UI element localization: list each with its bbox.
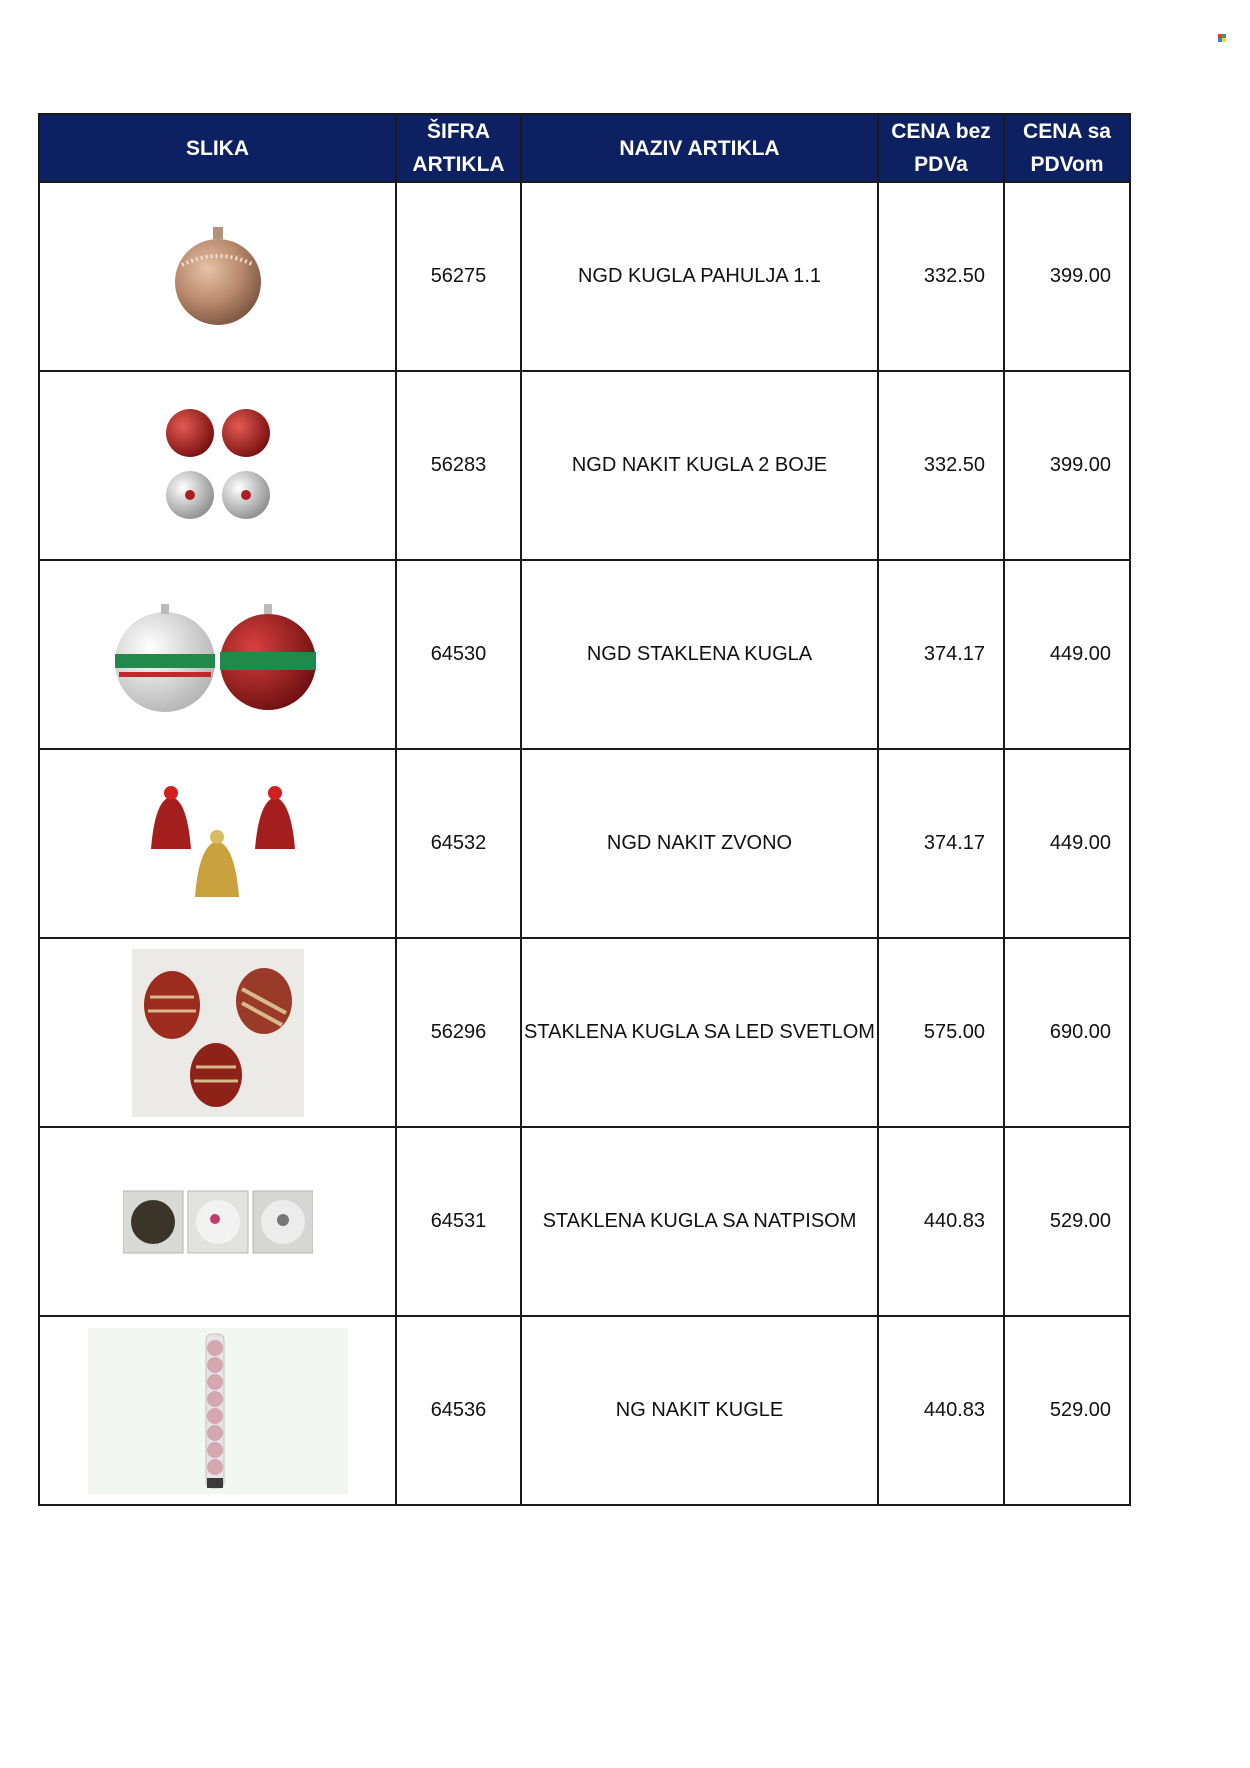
product-code: 64532 — [396, 749, 521, 938]
product-name: NGD NAKIT ZVONO — [521, 749, 878, 938]
pink-bauble-tube-image — [39, 1316, 396, 1505]
table-row — [39, 749, 1130, 938]
christmas-bells-image — [39, 749, 396, 938]
product-code: 56275 — [396, 182, 521, 371]
price-with-vat: 399.00 — [1004, 371, 1130, 560]
table-row — [39, 1127, 1130, 1316]
table-row — [39, 182, 1130, 371]
header-price-vat: CENA sa PDVom — [1004, 114, 1130, 182]
red-silver-baubles-image — [39, 371, 396, 560]
header-name: NAZIV ARTIKLA — [521, 114, 878, 182]
bronze-glitter-bauble-image — [39, 182, 396, 371]
boxed-baubles-image — [39, 1127, 396, 1316]
product-name: NGD KUGLA PAHULJA 1.1 — [521, 182, 878, 371]
price-without-vat: 575.00 — [878, 938, 1004, 1127]
product-name: STAKLENA KUGLA SA LED SVETLOM — [521, 938, 878, 1127]
led-glass-baubles-image — [39, 938, 396, 1127]
price-with-vat: 529.00 — [1004, 1316, 1130, 1505]
price-without-vat: 440.83 — [878, 1316, 1004, 1505]
price-with-vat: 529.00 — [1004, 1127, 1130, 1316]
product-name: NGD NAKIT KUGLA 2 BOJE — [521, 371, 878, 560]
corner-logo-mark — [1218, 34, 1226, 42]
price-without-vat: 332.50 — [878, 371, 1004, 560]
product-name: NG NAKIT KUGLE — [521, 1316, 878, 1505]
price-with-vat: 449.00 — [1004, 749, 1130, 938]
product-name: NGD STAKLENA KUGLA — [521, 560, 878, 749]
price-with-vat: 690.00 — [1004, 938, 1130, 1127]
header-code: ŠIFRA ARTIKLA — [396, 114, 521, 182]
price-without-vat: 374.17 — [878, 749, 1004, 938]
product-code: 64530 — [396, 560, 521, 749]
header-price-no-vat: CENA bez PDVa — [878, 114, 1004, 182]
price-without-vat: 440.83 — [878, 1127, 1004, 1316]
table-row — [39, 1316, 1130, 1505]
product-price-table — [38, 113, 1131, 1506]
product-code: 56296 — [396, 938, 521, 1127]
product-name: STAKLENA KUGLA SA NATPISOM — [521, 1127, 878, 1316]
table-row — [39, 938, 1130, 1127]
header-image: SLIKA — [39, 114, 396, 182]
table-row — [39, 371, 1130, 560]
price-with-vat: 449.00 — [1004, 560, 1130, 749]
product-code: 56283 — [396, 371, 521, 560]
striped-glass-baubles-image — [39, 560, 396, 749]
product-code: 64531 — [396, 1127, 521, 1316]
product-code: 64536 — [396, 1316, 521, 1505]
price-without-vat: 332.50 — [878, 182, 1004, 371]
price-with-vat: 399.00 — [1004, 182, 1130, 371]
table-header-row — [39, 114, 1130, 182]
table-row — [39, 560, 1130, 749]
price-without-vat: 374.17 — [878, 560, 1004, 749]
